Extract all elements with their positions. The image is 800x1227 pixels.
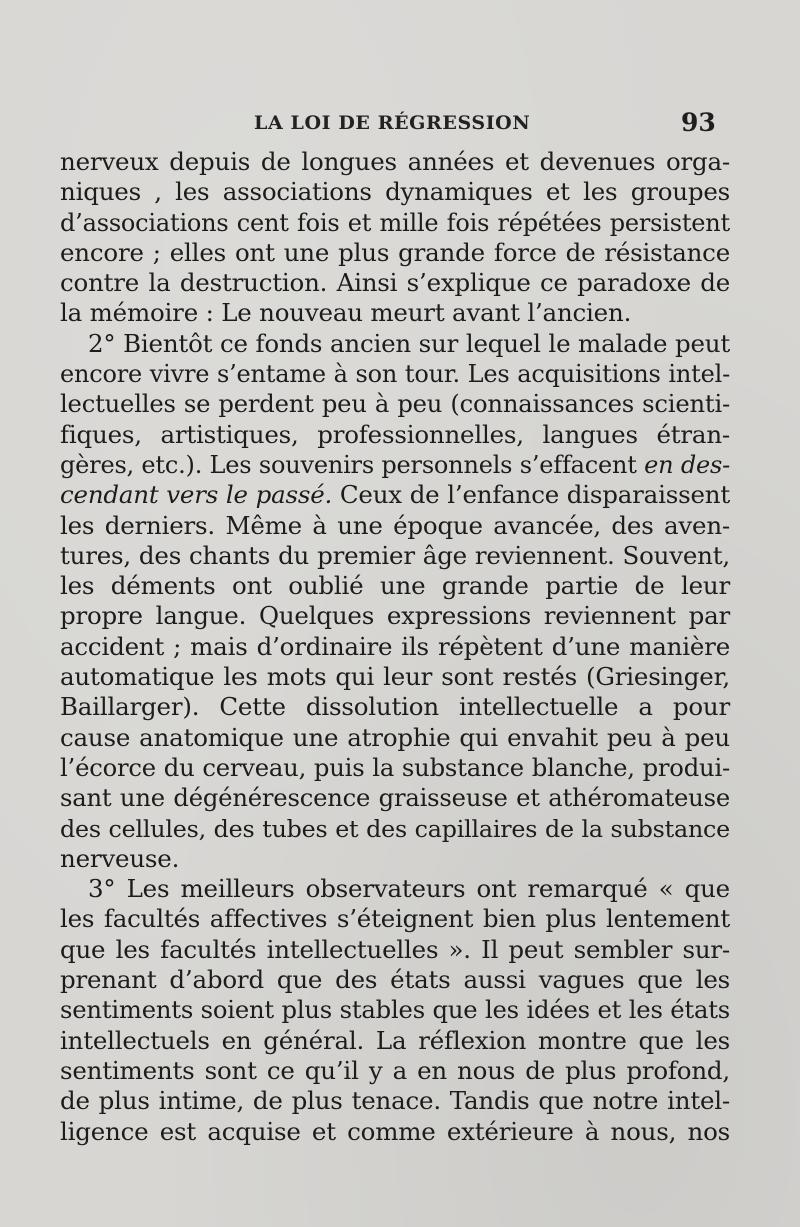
text-fragment: d’associations cent fois et mille fois répétées persistent (60, 208, 730, 237)
text-fragment: cause anatomique une atrophie qui envahit peu à peu (60, 722, 730, 752)
text-fragment: les facultés affectives s’éteignent bien plus lentement (60, 904, 730, 934)
italic-text: cendant vers le passé. (60, 480, 333, 510)
text-line (60, 147, 730, 177)
text-fragment: 3° Les meilleurs observateurs ont remarqué « que (88, 874, 730, 904)
text-fragment: gères, etc.). Les souvenirs personnels s’effacent (60, 450, 645, 479)
text-line (60, 268, 730, 298)
text-fragment: lectuelles se perdent peu à peu (connaissances scienti- (60, 389, 730, 419)
text-line (60, 1026, 730, 1056)
text-fragment: encore ; elles ont une plus grande force de résistance (60, 237, 730, 267)
text-fragment: sentiments sont ce qu’il y a en nous de plus profond, (60, 1055, 730, 1085)
text-fragment: Baillarger). Cette dissolution intellectuelle a pour (60, 692, 730, 722)
text-line (60, 541, 730, 571)
text-fragment: automatique les mots qui leur sont restés (Griesinger, (60, 662, 730, 692)
text-line (60, 783, 730, 813)
text-fragment: fiques, artistiques, professionnelles, langues étran- (60, 419, 730, 449)
text-line (60, 1086, 730, 1116)
text-fragment: sant une dégénérescence graisseuse et athéromateuse (60, 783, 730, 813)
text-fragment: tures, des chants du premier âge reviennent. Souvent, (60, 540, 730, 570)
text-line (60, 662, 730, 692)
text-line (60, 177, 730, 207)
text-fragment: 2° Bientôt ce fonds ancien sur lequel le malade peut (88, 328, 730, 358)
text-fragment: nerveuse. (60, 843, 180, 873)
text-fragment: niques , les associations dynamiques et les groupes (60, 177, 730, 207)
italic-text: en des- (644, 450, 731, 479)
text-line (60, 935, 730, 965)
text-line (60, 814, 730, 844)
text-line (60, 480, 730, 510)
running-head: LA LOI DE RÉGRESSION (254, 112, 531, 134)
text-line (60, 904, 730, 934)
text-line (60, 692, 730, 722)
text-line (60, 298, 730, 328)
body-text (60, 147, 730, 1147)
text-line (60, 511, 730, 541)
text-line (60, 420, 730, 450)
text-fragment: l’écorce du cerveau, puis la substance blanche, produi- (60, 752, 730, 782)
text-line (60, 238, 730, 268)
text-line (60, 601, 730, 631)
text-fragment: les déments ont oublié une grande partie de leur (60, 571, 730, 601)
text-fragment: ligence est acquise et comme extérieure à nous, nos (60, 1116, 730, 1146)
text-line (60, 208, 730, 238)
text-line (60, 723, 730, 753)
text-fragment: des cellules, des tubes et des capillaires de la substance (60, 814, 730, 843)
text-line (60, 359, 730, 389)
text-fragment: propre langue. Quelques expressions reviennent par (60, 601, 730, 631)
text-fragment: la mémoire : Le nouveau meurt avant l’ancien. (60, 298, 632, 328)
page-number: 93 (681, 108, 716, 137)
text-fragment: contre la destruction. Ainsi s’explique ce paradoxe de (60, 268, 730, 298)
text-fragment: prenant d’abord que des états aussi vagues que les (60, 965, 730, 995)
text-line (60, 450, 730, 480)
text-fragment: encore vivre s’entame à son tour. Les acquisitions intel- (60, 360, 730, 389)
text-line (60, 1117, 730, 1147)
text-line (60, 965, 730, 995)
text-line (60, 329, 730, 359)
text-line (60, 995, 730, 1025)
text-fragment: les derniers. Même à une époque avancée, des aven- (60, 510, 730, 540)
text-line (60, 632, 730, 662)
page-header (0, 108, 800, 140)
text-line (60, 1056, 730, 1086)
text-fragment: intellectuels en général. La réflexion montre que les (60, 1025, 730, 1055)
text-fragment: Ceux de l’enfance disparaissent (332, 480, 730, 510)
text-fragment: de plus intime, de plus tenace. Tandis que notre intel- (60, 1086, 730, 1116)
text-fragment: sentiments soient plus stables que les idées et les états (60, 995, 730, 1025)
text-line (60, 571, 730, 601)
text-line (60, 753, 730, 783)
text-line (60, 874, 730, 904)
text-fragment: accident ; mais d’ordinaire ils répètent d’une manière (60, 631, 730, 661)
text-line (60, 844, 730, 874)
text-fragment: nerveux depuis de longues années et devenues orga- (60, 147, 730, 176)
text-fragment: que les facultés intellectuelles ». Il peut sembler sur- (60, 934, 730, 964)
text-line (60, 389, 730, 419)
